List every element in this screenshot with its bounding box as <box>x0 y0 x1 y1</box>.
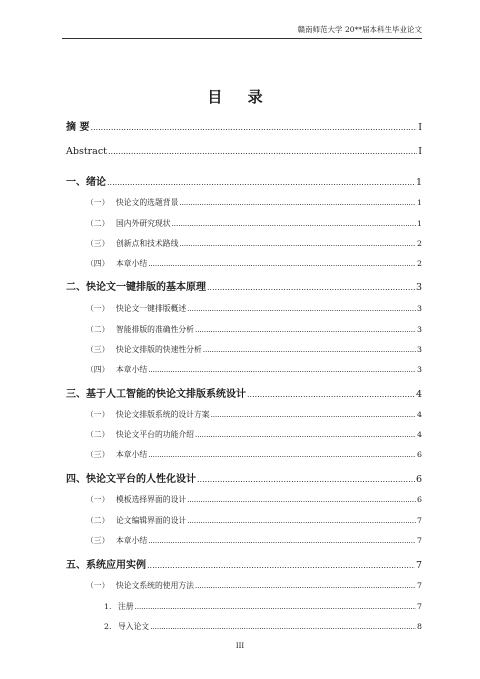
dot-leader <box>247 390 415 399</box>
toc-entry-label: 快论文系统的使用方法 <box>116 581 194 590</box>
dot-leader <box>147 561 415 570</box>
toc-entry-number: （三） <box>86 345 110 354</box>
page-title: 目 录 <box>207 88 273 106</box>
toc-entry[interactable] <box>86 324 422 335</box>
toc-entry-label: 智能排版的准确性分析 <box>116 325 194 334</box>
toc-entry[interactable] <box>104 601 422 612</box>
dot-leader <box>187 305 416 313</box>
toc-entry[interactable] <box>66 146 422 157</box>
toc-entry-page: 3 <box>417 304 422 313</box>
toc-entry-label: 快论文一键排版概述 <box>116 304 187 313</box>
toc-entry[interactable] <box>66 118 422 133</box>
toc-entry-number: （一） <box>86 581 110 590</box>
toc-entry-page: 6 <box>417 495 422 504</box>
toc-entry[interactable] <box>86 197 422 208</box>
toc-entry-page: 4 <box>417 430 422 439</box>
toc-entry-page: 3 <box>417 365 422 374</box>
toc-entry[interactable] <box>66 173 422 188</box>
toc-entry-label: 国内外研究现状 <box>116 219 171 228</box>
toc-entry-label: 模板选择界面的设计 <box>116 495 187 504</box>
toc-entry-page: 3 <box>415 282 422 293</box>
toc-entry[interactable] <box>86 429 422 440</box>
toc-entry[interactable] <box>86 449 422 460</box>
toc-entry-number: （四） <box>86 259 110 268</box>
toc-entry[interactable] <box>66 278 422 293</box>
toc-entry-page: I <box>418 146 422 157</box>
toc-entry[interactable] <box>86 494 422 505</box>
toc-entry-label: 三、基于人工智能的快论文排版系统设计 <box>66 389 246 400</box>
toc-entry-label: 本章小结 <box>116 450 148 459</box>
toc-entry-page: 2 <box>417 239 422 248</box>
toc-entry-page: 8 <box>417 622 422 631</box>
toc-entry-page: 7 <box>417 536 422 545</box>
toc-entry[interactable] <box>66 385 422 400</box>
dot-leader <box>150 623 416 631</box>
toc-entry-label: 快论文的选题背景 <box>116 198 179 207</box>
toc-entry-label: 二、快论文一键排版的基本原理 <box>66 282 206 293</box>
toc-entry[interactable] <box>86 218 422 229</box>
dot-leader <box>148 451 416 459</box>
toc-entry-page: 6 <box>417 450 422 459</box>
toc-entry[interactable] <box>86 515 422 526</box>
toc-entry-page: 7 <box>417 602 422 611</box>
dot-leader <box>108 147 417 156</box>
toc-entry-page: 3 <box>417 325 422 334</box>
toc-entry-label: 本章小结 <box>116 365 148 374</box>
toc-entry-page: 7 <box>417 581 422 590</box>
dot-leader <box>187 496 416 504</box>
toc-entry-label: 快论文平台的功能介绍 <box>116 430 194 439</box>
dot-leader <box>187 517 416 525</box>
toc-entry-page: 1 <box>415 177 422 188</box>
dot-leader <box>148 537 416 545</box>
dot-leader <box>197 475 415 484</box>
dot-leader <box>90 123 417 132</box>
dot-leader <box>207 283 415 292</box>
page-number: III <box>235 642 245 650</box>
toc-entry-label: 四、快论文平台的人性化设计 <box>66 474 196 485</box>
toc-entry-label: 本章小结 <box>116 259 148 268</box>
toc-entry-number: （一） <box>86 495 110 504</box>
dot-leader <box>179 199 416 207</box>
toc-entry[interactable] <box>86 580 422 591</box>
dot-leader <box>195 431 416 439</box>
dot-leader <box>148 366 416 374</box>
toc-entry-number: （二） <box>86 325 110 334</box>
toc-entry-number: （三） <box>86 536 110 545</box>
toc-entry-label: 导入论文 <box>118 622 150 631</box>
toc-entry-label: 摘 要 <box>66 122 90 133</box>
toc-entry-page: 4 <box>415 389 422 400</box>
toc-entry[interactable] <box>66 470 422 485</box>
toc-entry-number: 2. <box>104 622 112 631</box>
dot-leader <box>148 260 416 268</box>
toc-entry-page: 2 <box>417 259 422 268</box>
toc-entry-label: 论文编辑界面的设计 <box>116 516 187 525</box>
toc-entry-label: 创新点和技术路线 <box>116 239 179 248</box>
toc-entry-label: 快论文排版系统的设计方案 <box>116 410 210 419</box>
toc-entry[interactable] <box>86 258 422 269</box>
toc-entry-label: 注册 <box>118 602 134 611</box>
dot-leader <box>179 240 416 248</box>
toc-entry-number: （二） <box>86 219 110 228</box>
toc-entry-label: Abstract <box>66 146 107 157</box>
toc-entry[interactable] <box>86 303 422 314</box>
toc-entry-number: （三） <box>86 450 110 459</box>
dot-leader <box>172 220 416 228</box>
toc-entry-number: （一） <box>86 410 110 419</box>
dot-leader <box>195 326 416 334</box>
toc-entry-label: 一、绪论 <box>66 177 106 188</box>
toc-entry-number: （二） <box>86 516 110 525</box>
toc-entry-page: 7 <box>415 560 422 571</box>
toc-entry-page: 1 <box>417 219 422 228</box>
toc-entry-number: （四） <box>86 365 110 374</box>
toc-entry-number: （一） <box>86 304 110 313</box>
toc-entry[interactable] <box>104 621 422 632</box>
dot-leader <box>107 178 415 187</box>
toc-entry-page: 4 <box>417 410 422 419</box>
toc-entry-page: 1 <box>417 198 422 207</box>
dot-leader <box>135 603 416 611</box>
toc-entry[interactable] <box>86 409 422 420</box>
toc-entry[interactable] <box>66 556 422 571</box>
toc-entry-label: 五、系统应用实例 <box>66 560 146 571</box>
toc-entry-page: I <box>418 122 422 133</box>
toc-entry-number: （三） <box>86 239 110 248</box>
toc-entry[interactable] <box>86 364 422 375</box>
toc-entry-number: （一） <box>86 198 110 207</box>
dot-leader <box>195 582 416 590</box>
toc-entry[interactable] <box>86 535 422 546</box>
toc-entry-label: 本章小结 <box>116 536 148 545</box>
toc-entry-label: 快论文排版的快速性分析 <box>116 345 202 354</box>
toc-entry-page: 7 <box>417 516 422 525</box>
toc-entry-number: 1. <box>104 602 112 611</box>
toc-entry[interactable] <box>86 344 422 355</box>
toc-entry-page: 6 <box>415 474 422 485</box>
dot-leader <box>203 346 416 354</box>
toc-entry[interactable] <box>86 238 422 249</box>
toc-entry-number: （二） <box>86 430 110 439</box>
dot-leader <box>211 411 416 419</box>
running-header: 赣南师范大学 20**届本科生毕业论文 <box>62 24 422 39</box>
toc-entry-page: 3 <box>417 345 422 354</box>
